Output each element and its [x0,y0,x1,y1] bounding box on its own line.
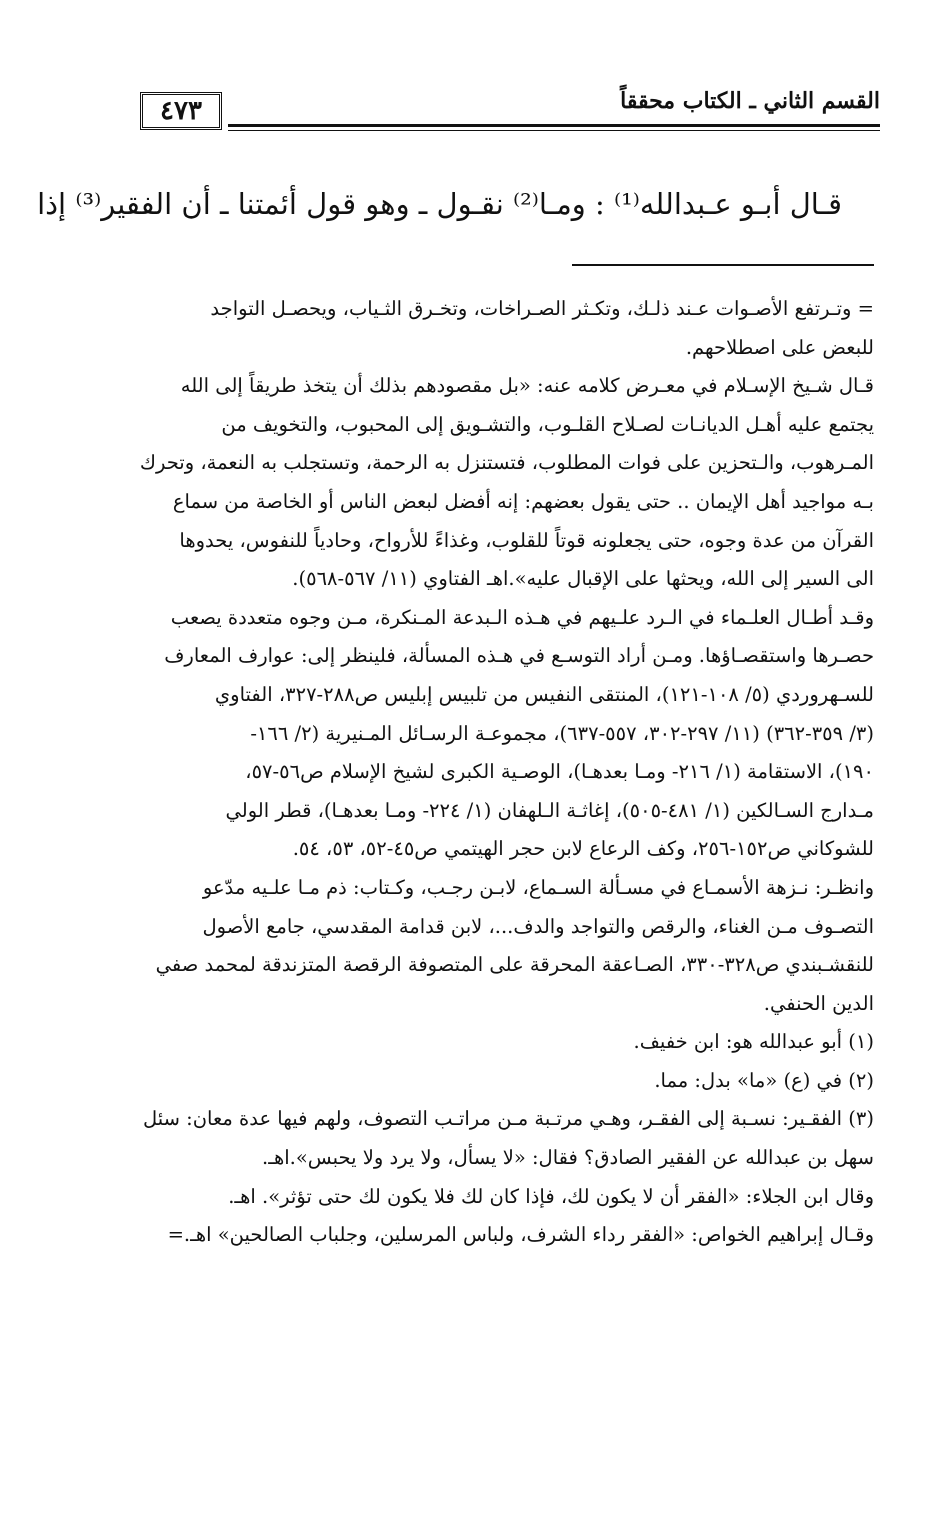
footnote-3-line: وقال ابن الجلاء: «الفقر أن لا يكون لك، فإذا كان لك فلا يكون لك حتى تؤثر». اهـ. [228,1184,874,1208]
footnote-3-line: سهل بن عبدالله عن الفقير الصادق؟ فقال: «لا يسأل، ولا يرد ولا يحبس».اهـ. [262,1146,874,1170]
note-line: المـرهوب، والـتحزين على فوات المطلوب، فتستنزل به الرحمة، وتستجلب به النعمة، وتحرك [139,451,874,475]
page-number: ٤٧٣ [140,92,222,130]
running-title: القسم الثاني ـ الكتاب محققاً [620,88,880,114]
note-line: وقـد أطـال العلـماء في الـرد علـيهم في هـذه الـبدعة المـنكرة، مـن وجوه متعددة يصعب [170,605,874,629]
note-line: القرآن من عدة وجوه، حتى يجعلونه قوتاً للقلوب، وغذاءً للأرواح، وحادياً للنفوس، يحدوها [179,528,874,552]
note-line: للبعض على اصطلاحهم. [685,335,874,359]
note-line: الى السير إلى الله، ويحثها على الإقبال عليه».اهـ الفتاوي (١١/ ٥٦٧-٥٦٨). [292,567,874,591]
note-line: للشوكاني ص١٥٢-٢٥٦، وكف الرعاع لابن حجر الهيتمي ص٤٥-٥٢، ٥٣، ٥٤. [292,837,874,861]
footnote-3-line: وقـال إبراهيم الخواص: «الفقر رداء الشرف، ولباس المرسلين، وجلباب الصالحين» اهـ.= [167,1223,874,1247]
main-text: قـال أبـو عـبدالله⁽¹⁾ : ومـا⁽²⁾ نقـول ـ وهو قول أئمتنا ـ أن الفقير⁽³⁾ إذا [37,187,842,221]
note-line: = وتـرتفع الأصـوات عـند ذلـك، وتكـثر الصـراخات، وتخـرق الثـياب، ويحصـل التواجد [210,297,874,320]
footnotes [138,290,874,1255]
note-line: الدين الحنفي. [763,991,874,1015]
note-line: التصـوف مـن الغناء، والرقص والتواجد والدف...، لابن قدامة المقدسي، جامع الأصول [202,914,874,938]
header-rule [228,124,880,127]
page-header [140,82,880,134]
note-line: حصـرها واستقصـاؤها. ومـن أراد التوسـع في هـذه المسألة، فلينظر إلى: عوارف المعارف [164,644,874,668]
note-line: بـه مواجيد أهل الإيمان .. حتى يقول بعضهم: إنه أفضل لبعض الناس أو الخاصة من سماع [172,489,874,513]
note-line: قـال شـيخ الإسـلام في معـرض كلامه عنه: «بل مقصودهم بذلك أن يتخذ طريقاً إلى الله [180,374,874,398]
note-line: ١٩٠)، الاستقامة (١/ ٢١٦- ومـا بعدهـا)، الوصـية الكبرى لشيخ الإسلام ص٥٦-٥٧، [245,760,874,784]
note-line: يجتمع عليه أهـل الديانـات لصـلاح القلـوب، والتشـويق إلى المحبوب، والتخويف من [221,412,874,436]
note-line: مـدارج السـالكين (١/ ٤٨١-٥٠٥)، إغاثـة الـلهفان (١/ ٢٢٤- ومـا بعدهـا)، قطر الولي [225,798,874,822]
header-rule-thin [228,130,880,131]
footnote-2: (٢) في (ع) «ما» بدل: مما. [654,1068,874,1092]
note-line: للنقشـبندي ص٣٢٨-٣٣٠، الصـاعقة المحرقة على المتصوفة الرقصة المتزندقة لمحمد صفي [155,953,874,977]
note-line: وانظـر: نـزهة الأسمـاع في مسـألة السـماع، لابـن رجـب، وكـتاب: ذم مـا علـيه مدّعو [202,875,874,899]
note-line: للسـهروردي (٥/ ١٠٨-١٢١)، المنتقى النفيس من تلبيس إبليس ص٢٨٨-٣٢٧، الفتاوي [214,682,874,706]
footnote-3-line: (٣) الفقـير: نسـبة إلى الفقـر، وهـي مرتـبة مـن مراتـب التصوف، ولهم فيها عدة معان: سئل [142,1107,874,1131]
footnote-separator [572,264,874,266]
note-line: (٣/ ٣٥٩-٣٦٢) (١١/ ٢٩٧-٣٠٢، ٥٥٧-٦٣٧)، مجموعـة الرسـائل المـنيرية (٢/ ١٦٦- [250,721,874,745]
footnote-1: (١) أبو عبدالله هو: ابن خفيف. [633,1030,874,1054]
